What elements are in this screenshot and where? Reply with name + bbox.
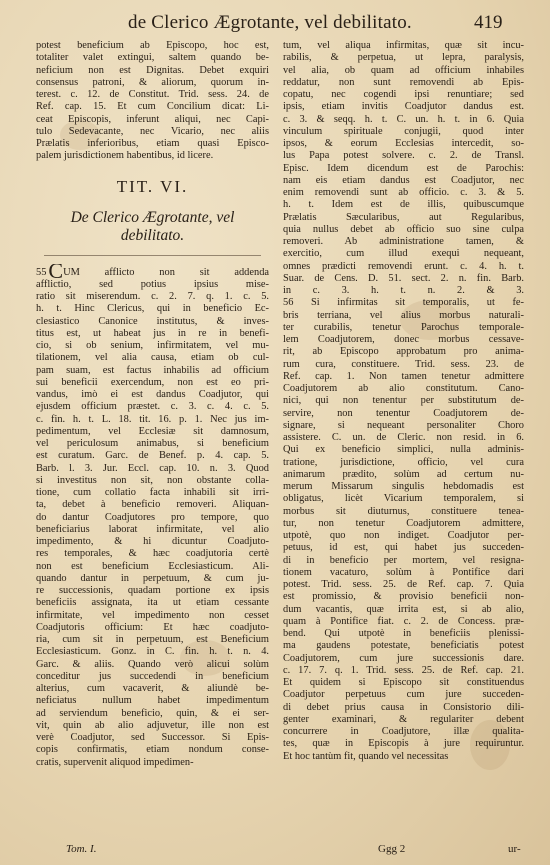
text-line: ter curabilis, tenetur Parochus temporale- (283, 321, 524, 333)
text-line: Coadjutorem, cum jure successionis dare. (283, 652, 524, 664)
text-line: di in beneficio per mortem, vel resigna- (283, 554, 524, 566)
text-line: quam à Pontifice fiat. c. 2. de Concess. præ- (283, 615, 524, 627)
page-footer (0, 843, 550, 861)
text-line: di debet prius causa in Consistorio dili- (283, 701, 524, 713)
first-line-text: UM afflicto non sit addenda (63, 266, 269, 278)
heading-line: De Clerico Ægrotante, vel (70, 208, 235, 226)
text-line: potest. Trid. sess. 25. de Ref. cap. 7. Quia (283, 579, 524, 590)
text-line: ria, cum sit in perpetuum, est Beneficium (36, 634, 269, 645)
text-line: tilationem, vel alia causa, etiam ob cul- (36, 352, 269, 364)
text-line: res temporales, & hæc coadjutoria certè (36, 548, 269, 560)
text-line: sui beneficii exercendum, non est eo pri- (36, 376, 269, 388)
text-line: cio, si ob senium, infirmitatem, vel mu- (36, 340, 269, 351)
text-line: in c. 3. h. t. n. 2. & 3. (283, 285, 524, 296)
text-line: re successionis, quadam portione ex ipsis (36, 585, 269, 596)
text-line: c. 3. & seqq. h. t. C. un. h. t. in 6. Quia (283, 113, 524, 125)
text-line: Prælatis inferioribus, etiam quasi Episco- (36, 138, 269, 149)
text-line: servire, non tenentur Coadjutorem de- (283, 407, 524, 419)
text-line: lem Coadjutorem, donec morbus cessave- (283, 334, 524, 345)
left-column-top-text (36, 40, 269, 163)
text-line: rabilis, & perpetua, ut lepra, paralysis, (283, 52, 524, 64)
text-line: tulo Sedevacante, nec Vicario, nec aliis (36, 125, 269, 137)
text-line: consensus patroni, & aliorum, quorum in- (36, 76, 269, 88)
text-line: est curatum. Garc. de Benef. p. 4. cap. 5. (36, 450, 269, 462)
text-line: ipsis, etiam invitis Coadjutor dandus est. (283, 101, 524, 113)
text-line: palem jurisdictionem habentibus, id licere. (36, 150, 214, 162)
catchword: ur- (508, 843, 521, 855)
paragraph-number: 55 (36, 266, 47, 278)
text-line: impedimento, & hi dicuntur Coadjuto- (36, 536, 269, 547)
text-line: Et quidem si Episcopo sit constituendus (283, 677, 524, 688)
text-line: genter examinari, & regulariter debent (283, 713, 524, 725)
text-line: Prælatis Sæcularibus, aut Regularibus, (283, 211, 524, 223)
text-line: reddatur, non sunt removendi ab Epis- (283, 76, 524, 88)
first-line (36, 264, 269, 279)
text-line: afflictio, sed potius ipsius mise- (36, 278, 269, 290)
text-line: tes, quæ in Episcopis à jure requiruntur. (283, 738, 524, 750)
text-line: clesiastico Canonice institutus, & inves- (36, 315, 269, 327)
text-line: potest beneficium ab Episcopo, hoc est, (36, 40, 269, 51)
text-line: h. t. Hinc Clericus, qui in beneficio Ec- (36, 303, 269, 315)
text-line: omnes prædicti removendi erunt. c. 4. h. t. (283, 260, 524, 272)
text-line: utpotè, quo non indiget. Coadjutor per- (283, 530, 524, 541)
text-line: Coadjutor perpetuus cum jure succeden- (283, 689, 524, 701)
text-line: Episc. Idem dicendum est de Parochis: (283, 162, 524, 174)
text-line: c. 17. 7. q. 1. Trid. sess. 25. de Ref. cap. 21. (283, 664, 524, 676)
text-line: 56 Si infirmitas sit temporalis, ut fe- (283, 297, 524, 309)
text-line: ma gaudens potestate, beneficiatis potest (283, 640, 524, 652)
text-line: ta, debet à beneficio removeri. Aliquan- (36, 499, 269, 511)
text-line: pam suam, est factus inhabilis ad officium (36, 364, 269, 376)
text-line: tione, cum collatio facta inhabili sit irri- (36, 487, 269, 498)
heading-line: debilitato. (120, 226, 185, 244)
right-column-text (283, 40, 524, 763)
text-line: copis confirmatis, etiam nondum conse- (36, 744, 269, 756)
text-line: do dantur Coadjutores pro tempore, quo (36, 511, 269, 523)
text-line: merum Missarum singulis hebdomadis est (283, 481, 524, 492)
text-line: pedimentum, vel Ecclesiæ sit damnosum, (36, 425, 269, 437)
heading-rule (44, 255, 261, 256)
left-column-body-text (36, 279, 269, 769)
text-line: copatu, nec cogendi ipsi renuntiare; sed (283, 89, 524, 100)
title-number: TIT. VI. (116, 176, 189, 196)
text-line: lus Papa potest solvere. c. 2. de Transl. (283, 150, 524, 162)
text-line: animarum prædito, solùm ad certum nu- (283, 468, 524, 480)
text-line: assistere. C. un. de Cleric. non resid. in 6. (283, 432, 524, 443)
signature-mark: Ggg 2 (378, 843, 406, 855)
text-line: ratio sit miserendum. c. 2. 7. q. 1. c. 5. (36, 291, 269, 302)
text-line: tum, vel aliqua infirmitas, quæ sit incu- (283, 40, 524, 51)
text-line: bend. Qui utpotè in beneficiis plenissi- (283, 628, 524, 639)
left-column (36, 40, 269, 769)
text-line: rit, ab Episcopo approbatum pro anima- (283, 346, 524, 358)
text-line: h. t. Idem est de illis, quibuscumque (283, 199, 524, 211)
text-line: Coadjutorem ab alio constitutum. Cano- (283, 383, 524, 394)
volume-label: Tom. I. (66, 843, 97, 855)
text-line: conceditur jus succedendi in beneficium (36, 670, 269, 682)
text-line: nici, qui non tenentur per substitutum de- (283, 395, 524, 407)
text-line: vandus, imò ei est dandus Coadjutor, qui (36, 389, 269, 400)
text-line: cratis, supervenit aliquod impedimen- (36, 756, 194, 768)
text-line: si investitus non sit, non obstante colla- (36, 474, 269, 486)
text-line: vel alia, ob quam ad officium inhabiles (283, 64, 524, 76)
text-line: beneficiis assignata, ita ut etiam cessante (36, 597, 269, 609)
text-line: Ecclesiasticum. Gonz. in C. fin. h. t. n. 4. (36, 646, 269, 658)
text-line: tur, non tenetur Coadjutorem admittere, (283, 517, 524, 529)
text-line: ad serviendum beneficio, quin, & ei ser- (36, 707, 269, 719)
text-line: neficiatus nullum habet impedimentum (36, 695, 269, 707)
text-line: ipsos, & eorum Ecclesias intercedit, so- (283, 138, 524, 149)
text-line: tionem vacaturo, solùm à Pontifice dari (283, 566, 524, 578)
text-line: Qui ex beneficio simplici, nulla adminis- (283, 444, 524, 456)
text-line: beneficiarius laborat infirmitate, vel alio (36, 523, 269, 535)
text-line: c. fin. h. t. L. 18. tit. 16. p. 1. Nec jus im- (36, 413, 269, 425)
text-line: ejusdem officium præstet. c. 3. c. 4. c. 5. (36, 401, 269, 413)
right-column (283, 40, 524, 763)
text-line: enim removendi sunt ab officio. c. 3. & 5. (283, 187, 524, 198)
text-line: concurrere in Coadjutore, illæ qualita- (283, 726, 524, 737)
text-line: non est beneficium Ecclesiasticum. Ali- (36, 560, 269, 572)
text-line: tratione, jurisdictione, officio, vel cura (283, 456, 524, 468)
text-line: alterius, cum vacaverit, & aliundè be- (36, 683, 269, 694)
text-line: Ref. cap. 15. Et cum Concilium dicat: Li- (36, 101, 269, 113)
text-line: quia nullus debet ab officio suo sine culpa (283, 223, 524, 235)
text-line: est promissio, & provisio beneficii non- (283, 591, 524, 603)
running-head: de Clerico Ægrotante, vel debilitato. (128, 12, 412, 33)
text-line: Coadjutoris officium: Et hæc coadjuto- (36, 621, 269, 633)
text-line: nam eis etiam dandus est Coadjutor, nec (283, 174, 524, 186)
text-line: titus est, ut habeat jus in re in benefi- (36, 327, 269, 339)
text-line: ceat Episcopis, inferunt aliqui, nec Capi- (36, 113, 269, 125)
text-line: vinculum spirituale conjugii, quod inter (283, 125, 524, 137)
text-line: dum vacantis, quæ irrita est, si ab alio, (283, 603, 524, 615)
text-line: Et hoc tantùm fit, quando vel necessitas (283, 750, 449, 762)
text-line: morbus sit diuturnus, constituere tenea- (283, 505, 524, 517)
section-heading (36, 209, 269, 245)
text-line: Barb. l. 3. Jur. Eccl. cap. 10. n. 3. Quod (36, 462, 269, 474)
text-line: obligatus, licèt Vicarium temporalem, si (283, 493, 524, 505)
text-line: signare, si nequeant personaliter Choro (283, 419, 524, 431)
text-line: infirmitate, vel impedimento non cesset (36, 609, 269, 621)
text-line: petuus, id est, qui habet jus succeden- (283, 542, 524, 554)
text-line: Garc. & aliis. Quando verò alicui solùm (36, 658, 269, 670)
text-line: rum cura, constituere. Trid. sess. 23. de (283, 358, 524, 370)
text-line: removeri. Ab administratione tamen, & (283, 236, 524, 247)
text-line: verè Coadjutor, sed Successor. Si Epis- (36, 732, 269, 743)
text-line: quando dantur in perpetuum, & cum ju- (36, 572, 269, 584)
text-line: Ref. cap. 1. Non tamen tenetur admittere (283, 370, 524, 382)
text-line: totaliter valet extingui, saltem quando be- (36, 52, 269, 64)
page-header (0, 12, 550, 36)
text-line: neficium non est Dignitas. Debet exquiri (36, 64, 269, 76)
text-line: bris terriana, vel alius morbus naturali- (283, 309, 524, 321)
page-number: 419 (474, 12, 503, 33)
text-line: Suar. de Cens. D. 51. sect. 2. n. fin. Barb. (283, 272, 524, 284)
text-line: terest. c. 12. de Constitut. Trid. sess. 24. de (36, 89, 269, 100)
text-line: vit, quin ab alio adjuvetur, ille non est (36, 719, 269, 731)
text-line: exercitio, cum illud exequi nequeant, (283, 248, 524, 260)
text-line: vel periculosum animabus, si beneficium (36, 438, 269, 449)
drop-cap: C (48, 263, 64, 279)
